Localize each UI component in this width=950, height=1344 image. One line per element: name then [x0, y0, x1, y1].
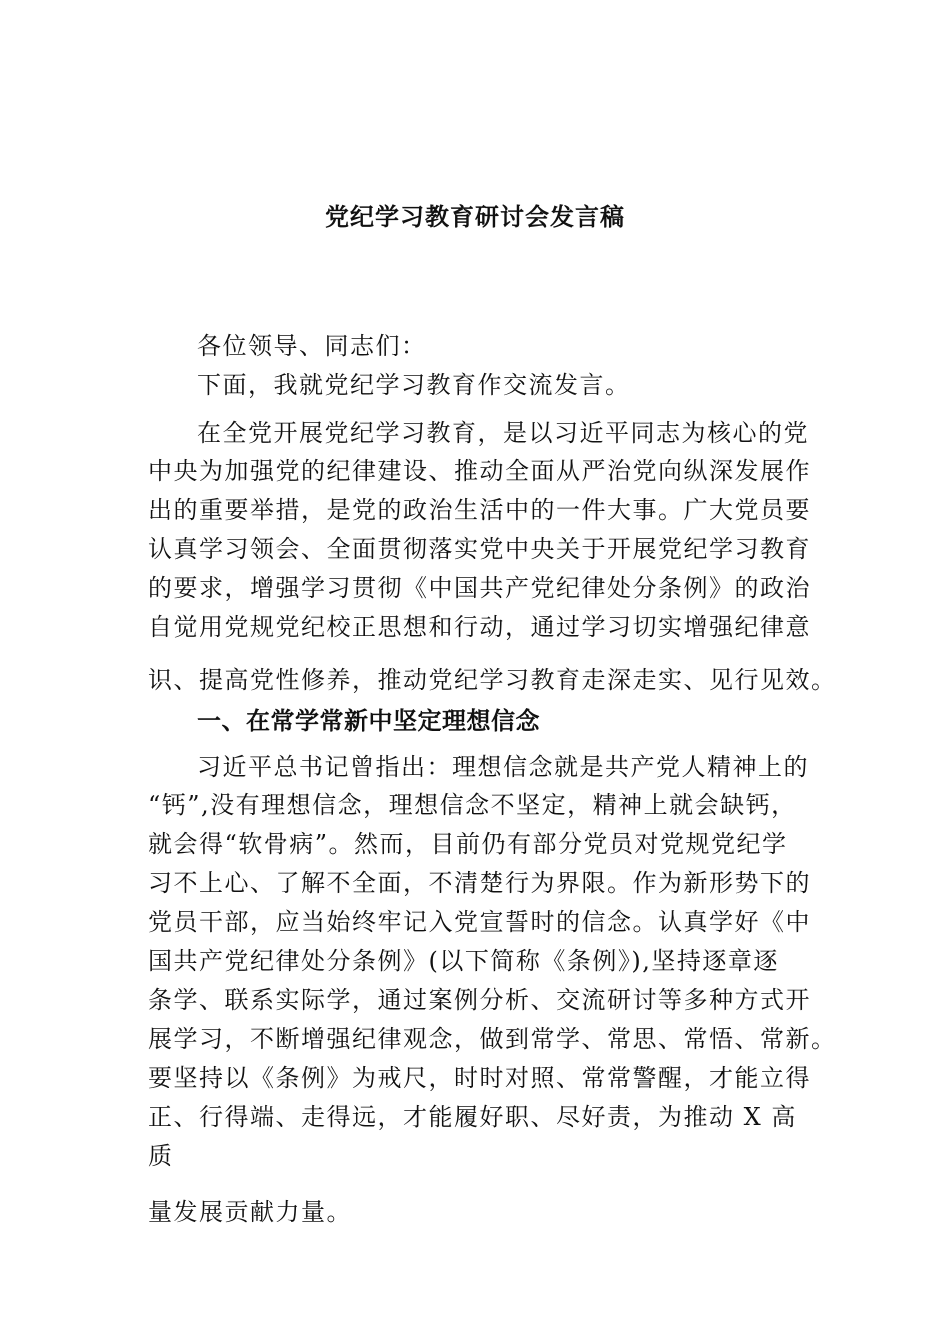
document-title: 党纪学习教育研讨会发言稿 [325, 203, 625, 231]
section-heading-1: 一、在常学常新中坚定理想信念 [197, 707, 540, 735]
paragraph-1-line-1: 在全党开展党纪学习教育，是以习近平同志为核心的党 [197, 419, 809, 447]
paragraph-2-line-8: 展学习，不断增强纪律观念，做到常学、常思、常悟、常新。 [148, 1025, 837, 1053]
paragraph-2-line-3: 就会得“软骨病”。然而，目前仍有部分党员对党规党纪学 [148, 830, 788, 858]
paragraph-1-line-6: 自觉用党规党纪校正思想和行动，通过学习切实增强纪律意 [148, 613, 811, 641]
paragraph-2-line-2: “钙”,没有理想信念，理想信念不坚定，精神上就会缺钙， [148, 791, 797, 819]
paragraph-2-line-6: 国共产党纪律处分条例》(以下简称《条例》),坚持逐章逐 [148, 947, 779, 975]
paragraph-1-line-2: 中央为加强党的纪律建设、推动全面从严治党向纵深发展作 [148, 457, 811, 485]
paragraph-2-line-5: 党员干部，应当始终牢记入党宣誓时的信念。认真学好《中 [148, 908, 811, 936]
paragraph-1-line-7: 识、提高党性修养，推动党纪学习教育走深走实、见行见效。 [148, 666, 837, 694]
paragraph-2-line-7: 条学、联系实际学，通过案例分析、交流研讨等多种方式开 [148, 986, 811, 1014]
paragraph-2-line-12: 量发展贡献力量。 [148, 1198, 352, 1226]
paragraph-2-line-10: 正、行得端、走得远，才能履好职、尽好责，为推动 X 高 [148, 1103, 797, 1131]
paragraph-2-line-4: 习不上心、了解不全面，不清楚行为界限。作为新形势下的 [148, 869, 811, 897]
paragraph-2-line-11: 质 [148, 1142, 174, 1170]
paragraph-1-line-5: 的要求，增强学习贯彻《中国共产党纪律处分条例》的政治 [148, 574, 811, 602]
paragraph-1-line-3: 出的重要举措，是党的政治生活中的一件大事。广大党员要 [148, 496, 811, 524]
intro-line: 下面，我就党纪学习教育作交流发言。 [197, 371, 631, 399]
paragraph-1-line-4: 认真学习领会、全面贯彻落实党中央关于开展党纪学习教育 [148, 535, 811, 563]
salutation: 各位领导、同志们： [197, 332, 427, 360]
paragraph-2-line-9: 要坚持以《条例》为戒尺，时时对照、常常警醒，才能立得 [148, 1064, 811, 1092]
paragraph-2-line-1: 习近平总书记曾指出：理想信念就是共产党人精神上的 [197, 753, 809, 781]
